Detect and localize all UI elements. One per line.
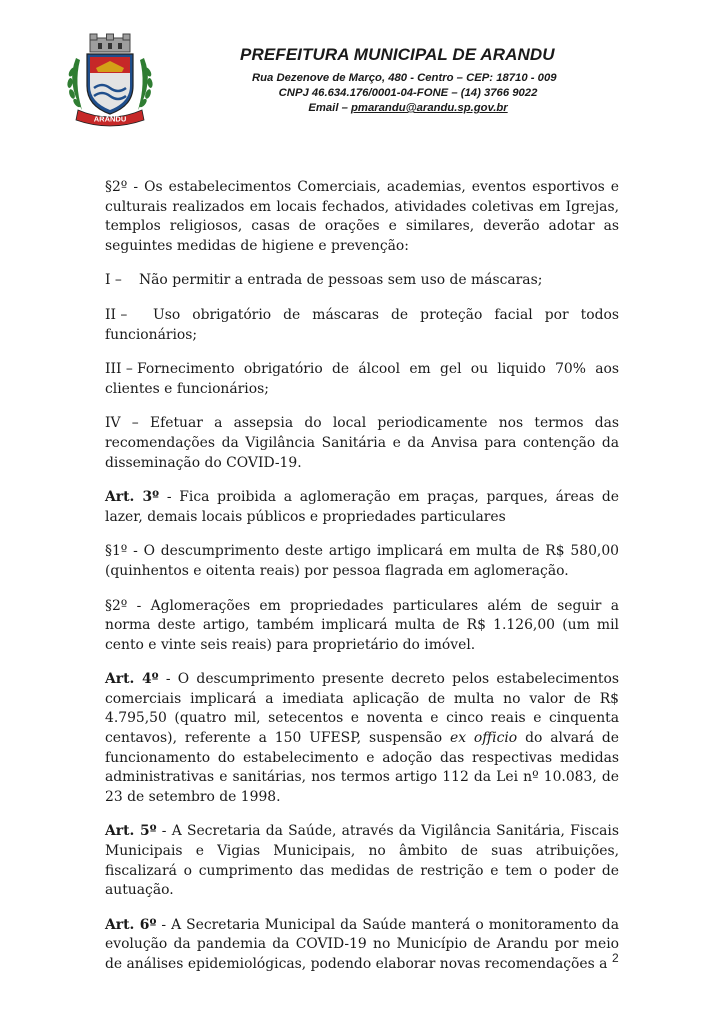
article-label: Art. 4º	[105, 671, 159, 688]
article-4	[105, 670, 619, 807]
list-item	[105, 414, 619, 473]
page-number: 2	[612, 951, 619, 965]
laurel-right-icon	[138, 58, 153, 110]
list-item	[105, 271, 619, 291]
item-number: I –	[105, 272, 122, 289]
crown-icon	[90, 34, 130, 52]
list-item	[105, 360, 619, 399]
paragraph-2-intro: §2º - Os estabelecimentos Comerciais, academias, eventos esportivos e culturais realizados em locais fechados, atividades coletivas em Igrejas, templos religiosos, casas de orações e similares, deverão adotar as seguintes medidas de higiene e prevenção:	[105, 179, 619, 254]
decree-body	[105, 178, 619, 990]
shield-icon	[87, 54, 133, 114]
item-text: Efetuar a assepsia do local periodicamente nos termos das recomendações da Vigilância Sanitária e da Anvisa para contenção da disseminação do COVID-19.	[105, 415, 619, 471]
article-3-paragraph-2: §2º - Aglomerações em propriedades particulares além de seguir a norma deste artigo, também implicará multa de R$ 1.126,00 (um mil cento e vinte seis reais) para proprietário do imóvel.	[105, 597, 619, 653]
item-text: Fornecimento obrigatório de álcool em gel ou liquido 70% aos clientes e funcionários;	[105, 361, 619, 397]
crest-text: ARANDU	[93, 114, 127, 124]
article-3	[105, 488, 619, 527]
article-label: Art. 3º	[105, 489, 160, 506]
item-number: II –	[105, 306, 128, 323]
municipal-crest-logo	[60, 28, 160, 128]
letterhead-title: PREFEITURA MUNICIPAL DE ARANDU	[240, 45, 555, 64]
article-italic-term: ex officio	[449, 730, 518, 747]
email-label: Email –	[308, 102, 352, 114]
article-label: Art. 5º	[105, 823, 157, 840]
article-5	[105, 822, 619, 900]
article-text-continued: do alvará de funcionamento do estabelecimento e adoção das respectivas medidas administrativas e sanitárias, nos termos artigo 112 da Lei nº 10.083, de 23 de setembro de 1998.	[105, 730, 620, 805]
item-text: Uso obrigatório de máscaras de proteção facial por todos funcionários;	[105, 306, 619, 343]
letterhead-email-line	[238, 102, 578, 114]
letterhead	[238, 45, 578, 117]
item-number: III –	[105, 361, 133, 378]
article-text: - A Secretaria Municipal da Saúde manterá o monitoramento da evolução da pandemia da COVID-19 no Município de Arandu por meio de análises epidemiológicas, podendo elaborar novas recomendações a	[105, 916, 619, 972]
list-item	[105, 306, 619, 345]
article-6	[105, 916, 619, 975]
laurel-left-icon	[67, 58, 82, 110]
article-3-paragraph-1: §1º - O descumprimento deste artigo implicará em multa de R$ 580,00 (quinhentos e oitenta reais) por pessoa flagrada em aglomeração.	[105, 543, 619, 579]
item-number: IV –	[105, 415, 139, 432]
email-link[interactable]: pmarandu@arandu.sp.gov.br	[351, 102, 508, 114]
article-text: - A Secretaria da Saúde, através da Vigilância Sanitária, Fiscais Municipais e Vigias Municipais, no âmbito de suas atribuições, fiscalizará o cumprimento das medidas de restrição e tem o poder de autuação.	[105, 823, 619, 899]
letterhead-cnpj-phone: CNPJ 46.634.176/0001-04-FONE – (14) 3766 9022	[278, 87, 538, 99]
item-text: Não permitir a entrada de pessoas sem uso de máscaras;	[139, 272, 543, 289]
article-text: - Fica proibida a aglomeração em praças, parques, áreas de lazer, demais locais públicos e propriedades particulares	[105, 489, 620, 525]
article-label: Art. 6º	[105, 916, 157, 933]
letterhead-address: Rua Dezenove de Março, 480 - Centro – CEP: 18710 - 009	[252, 72, 557, 84]
article-text: - O descumprimento presente decreto pelos estabelecimentos comerciais implicará a imediata aplicação de multa no valor de R$ 4.795,50 (quatro mil, setecentos e noventa e cinco reais e cinquenta centavos), referente a 150 UFESP, suspensão	[105, 671, 619, 747]
